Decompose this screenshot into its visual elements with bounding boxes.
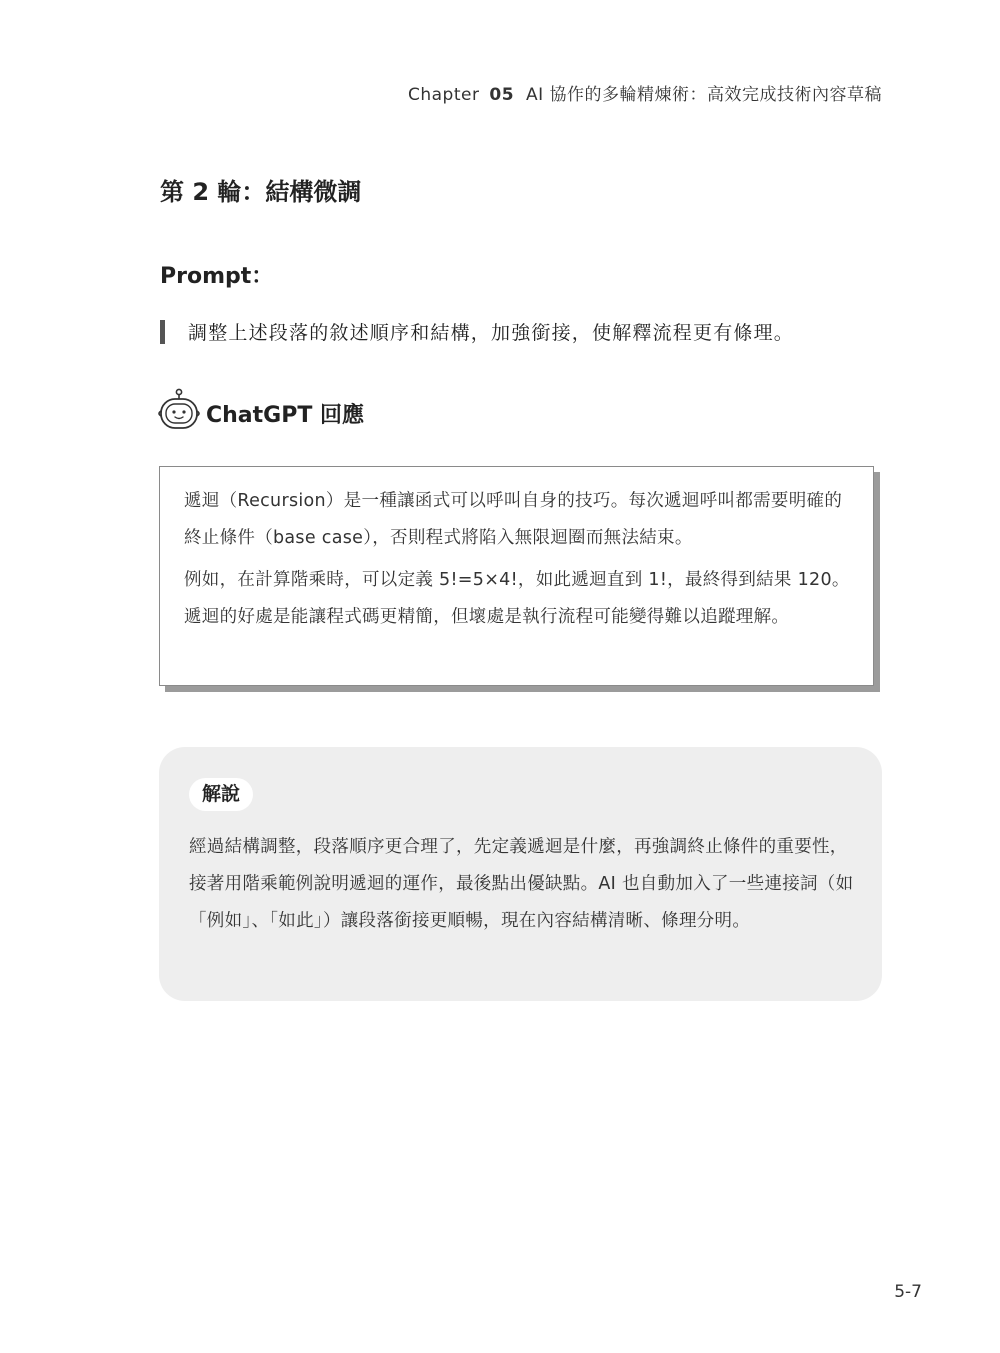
explanation-badge: 解說 <box>189 778 253 811</box>
prompt-text: 調整上述段落的敘述順序和結構，加強銜接，使解釋流程更有條理。 <box>188 322 795 344</box>
chapter-title: AI 協作的多輪精煉術：高效完成技術內容草稿 <box>525 85 882 105</box>
section-title: 第 2 輪：結構微調 <box>160 178 362 206</box>
response-title: ChatGPT 回應 <box>206 403 365 428</box>
explanation-text: 經過結構調整，段落順序更合理了，先定義遞迴是什麼，再強調終止條件的重要性，接著用階乘範例說明遞迴的運作，最後點出優缺點。AI 也自動加入了一些連接詞（如「例如」、「如此」）讓段落銜接更順暢，現在內容結構清晰、條理分明。 <box>189 837 854 931</box>
quote-bar <box>160 320 165 344</box>
chapter-number: 05 <box>489 85 515 105</box>
prompt-quote <box>160 318 860 344</box>
response-paragraph-1: 遞迴（Recursion）是一種讓函式可以呼叫自身的技巧。每次遞迴呼叫都需要明確的終止條件（base case），否則程式將陷入無限迴圈而無法結束。 <box>184 491 843 548</box>
running-header <box>408 80 882 105</box>
chapter-word: Chapter <box>408 85 480 105</box>
response-heading <box>157 388 457 434</box>
explanation-box <box>159 747 882 1001</box>
page-number: 5-7 <box>894 1282 922 1302</box>
response-paragraph-2: 例如，在計算階乘時，可以定義 5!=5×4!，如此遞迴直到 1!，最終得到結果 120。遞迴的好處是能讓程式碼更精簡，但壞處是執行流程可能變得難以追蹤理解。 <box>184 570 850 627</box>
response-box <box>159 466 874 686</box>
robot-icon <box>157 388 201 436</box>
prompt-label: Prompt： <box>160 264 274 289</box>
